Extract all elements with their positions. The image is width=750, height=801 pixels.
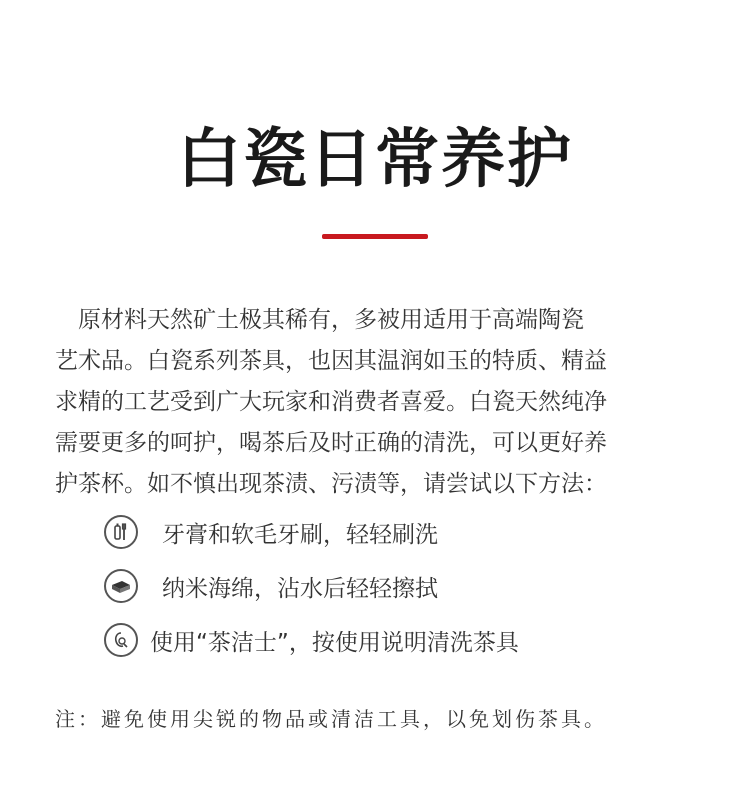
method-text: 纳米海绵，沾水后轻轻擦拭 — [162, 575, 438, 602]
cleaning-methods-list — [104, 514, 704, 676]
paragraph-line: 需要更多的呵护，喝茶后及时正确的清洗，可以更好养 — [55, 430, 607, 456]
paragraph-line: 护茶杯。如不慎出现茶渍、污渍等，请尝试以下方法： — [55, 471, 607, 497]
method-item — [104, 568, 704, 604]
cleaner-icon — [104, 623, 138, 657]
paragraph-line: 求精的工艺受到广大玩家和消费者喜爱。白瓷天然纯净 — [55, 389, 607, 415]
method-text: 使用“茶洁士”，按使用说明清洗茶具 — [150, 629, 519, 656]
paragraph-line: 原材料天然矿土极其稀有，多被用适用于高端陶瓷 — [78, 307, 584, 333]
sponge-icon — [104, 569, 138, 603]
title-divider — [322, 234, 428, 239]
method-text: 牙膏和软毛牙刷，轻轻刷洗 — [162, 521, 438, 548]
paragraph-line: 艺术品。白瓷系列茶具，也因其温润如玉的特质、精益 — [55, 348, 607, 374]
intro-paragraph — [55, 300, 695, 505]
care-note: 注：避免使用尖锐的物品或清洁工具，以免划伤茶具。 — [55, 707, 607, 731]
toothpaste-brush-icon — [104, 515, 138, 549]
page-title: 白瓷日常养护 — [177, 123, 573, 197]
method-item — [104, 514, 704, 550]
method-item — [104, 622, 704, 658]
